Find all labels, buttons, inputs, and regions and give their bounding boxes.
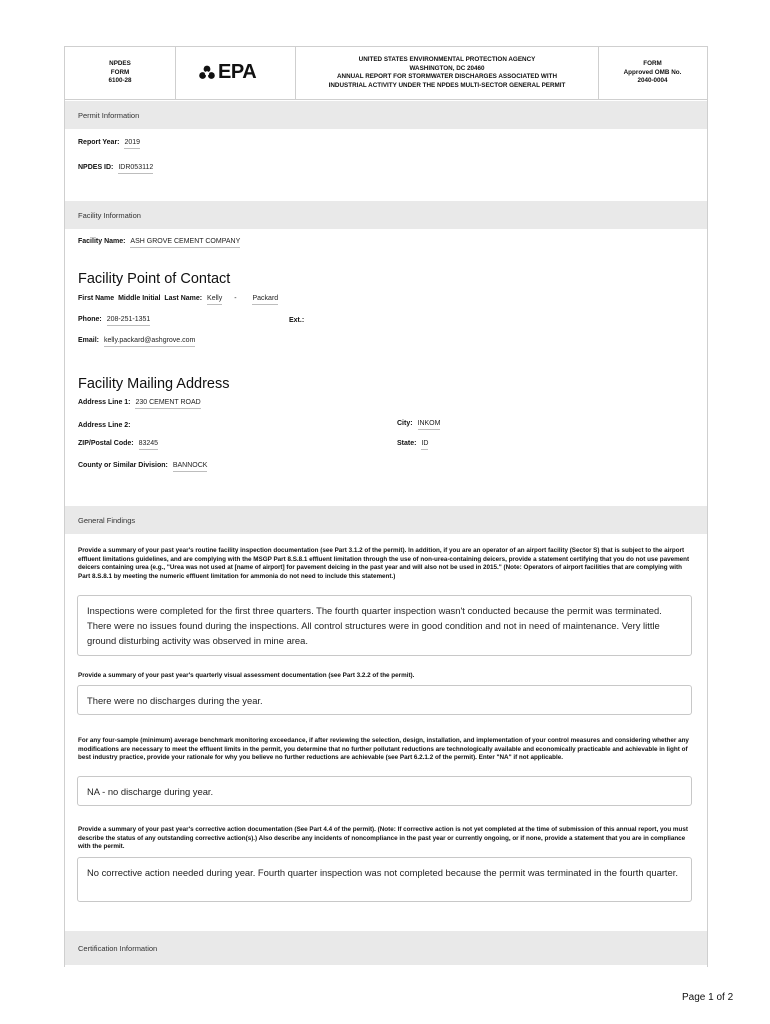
field-label: Report Year:: [78, 139, 120, 146]
mailing-address-title: Facility Mailing Address: [78, 376, 230, 392]
middle-initial-label: Middle Initial: [118, 295, 161, 302]
agency-title: [295, 47, 599, 99]
state-value: ID: [421, 440, 428, 450]
field-label: Ext.:: [289, 317, 305, 324]
visual-assessment-question: Provide a summary of your past year's quarterly visual assessment documentation (see Part 3.2.2 of the permit).: [78, 672, 415, 679]
section-general-findings: [65, 506, 707, 534]
zip-value: 83245: [139, 440, 158, 450]
agency-line: ANNUAL REPORT FOR STORMWATER DISCHARGES ASSOCIATED WITH: [336, 73, 558, 80]
contact-name-field: [78, 295, 278, 305]
field-label: NPDES ID:: [78, 164, 114, 171]
first-name-value: Kelly: [207, 295, 222, 305]
county-field: [78, 462, 207, 472]
agency-line: WASHINGTON, DC 20460: [409, 64, 485, 72]
city-field: [397, 420, 440, 430]
form-line: Approved OMB No.: [623, 68, 682, 76]
field-label: County or Similar Division:: [78, 462, 168, 469]
form-line: FORM: [643, 60, 662, 68]
agency-line: UNITED STATES ENVIRONMENTAL PROTECTION AGENCY: [358, 56, 536, 63]
form-line: FORM: [110, 68, 130, 76]
npdes-id-field: [78, 164, 153, 174]
epa-flower-icon: [198, 64, 216, 82]
section-permit-information: [65, 101, 707, 129]
point-of-contact-title: Facility Point of Contact: [78, 271, 231, 287]
field-label: Address Line 1:: [78, 399, 131, 406]
first-name-label: First Name: [78, 295, 115, 302]
field-label: ZIP/Postal Code:: [78, 440, 134, 447]
form-line: NPDES: [109, 60, 131, 68]
report-year-field: [78, 139, 140, 149]
county-value: BANNOCK: [173, 462, 208, 472]
ext-field: [289, 317, 304, 324]
address-line1-field: [78, 399, 201, 409]
section-title: General Findings: [78, 515, 136, 525]
page-number: Page 1 of 2: [682, 992, 734, 1003]
epa-logo: [198, 61, 256, 84]
section-facility-information: [65, 201, 707, 229]
inspection-summary-answer: Inspections were completed for the first three quarters. The fourth quarter inspection wasn't conducted because the permit was terminated. There were no issues found during the inspections. All control structures were in good condition and not in need of maintenance. Very little ground disturbing activity was observed in mine area.: [77, 595, 692, 656]
benchmark-rationale-question: For any four-sample (minimum) average benchmark monitoring exceedance, if after reviewing the selection, design, installation, and implementation of your control measures and considering whether any modifications are necessary to meet the effluent limits in the permit, you determine that no further pollutant reductions are technologically available and economically practicable and achievable in light of best industry practice, provide your rationale for why you believe no further reductions are achievable (see Part 6.2.1.2 of the permit). Enter "NA" if not applicable.: [78, 737, 689, 762]
address-line2-field: [78, 422, 131, 429]
state-field: [397, 440, 428, 450]
form-line: 2040-0004: [637, 77, 668, 85]
corrective-action-answer: No corrective action needed during year. Fourth quarter inspection was not completed because the permit was terminated in the fourth quarter.: [77, 857, 692, 902]
section-certification-information: [65, 931, 707, 965]
agency-line: INDUSTRIAL ACTIVITY UNDER THE NPDES MULTI-SECTOR GENERAL PERMIT: [328, 81, 566, 89]
field-label: City:: [397, 420, 413, 427]
section-title: Facility Information: [78, 210, 141, 220]
corrective-action-question: Provide a summary of your past year's corrective action documentation (See Part 4.4 of the permit). (Note: If corrective action is not yet completed at the time of submission of this annual report, you must describe the status of any outstanding corrective action(s).) Also describe any incidents of noncompliance in the past year or currently ongoing, or if none, provide a statement that you are in compliance with the permit.: [78, 826, 688, 851]
epa-logo-text: EPA: [218, 61, 257, 83]
section-title: Permit Information: [78, 110, 140, 120]
section-title: Certification Information: [78, 943, 158, 953]
phone-value: 208-251-1351: [107, 316, 151, 326]
facility-name-value: ASH GROVE CEMENT COMPANY: [130, 238, 240, 248]
email-field: [78, 337, 195, 347]
field-label: State:: [397, 440, 417, 447]
form-number-right: [598, 47, 707, 99]
form-number-left: [65, 47, 176, 99]
email-value: kelly.packard@ashgrove.com: [104, 337, 195, 347]
visual-assessment-answer: There were no discharges during the year.: [77, 685, 692, 715]
middle-initial-value: -: [234, 295, 237, 302]
form-page: [64, 46, 708, 967]
address-line1-value: 230 CEMENT ROAD: [135, 399, 200, 409]
zip-field: [78, 440, 158, 450]
field-label: Facility Name:: [78, 238, 126, 245]
city-value: INKOM: [418, 420, 441, 430]
facility-name-field: [78, 238, 240, 248]
last-name-value: Packard: [252, 295, 278, 305]
phone-field: [78, 316, 150, 326]
form-header: [65, 47, 707, 100]
benchmark-rationale-answer: NA - no discharge during year.: [77, 776, 692, 806]
field-label: Address Line 2:: [78, 422, 131, 429]
form-line: 6100-28: [108, 77, 132, 85]
report-year-value: 2019: [124, 139, 140, 149]
field-label: Phone:: [78, 316, 102, 323]
last-name-label: Last Name:: [164, 295, 203, 302]
npdes-id-value: IDR053112: [118, 164, 153, 174]
inspection-summary-question: Provide a summary of your past year's routine facility inspection documentation (see Part 3.1.2 of the permit). In addition, if you are an operator of an airport facility (Sector S) that is subject to the airport effluent limitations guidelines, and are complying with the MSGP Part 8.S.8.1 effluent limitation through the use of non-urea-containing deicers, provide a statement certifying that you do not use pavement deicers containing urea (e.g., "Urea was not used at [name of airport] for pavement deicing in the past year and will also not be used in 2015." (Note: Operators of airport facilities that are complying with Part 8.S.8.1 by meeting the numeric effluent limitation for ammonia do not need to include this statement.): [78, 547, 690, 581]
field-label: Email:: [78, 337, 100, 344]
